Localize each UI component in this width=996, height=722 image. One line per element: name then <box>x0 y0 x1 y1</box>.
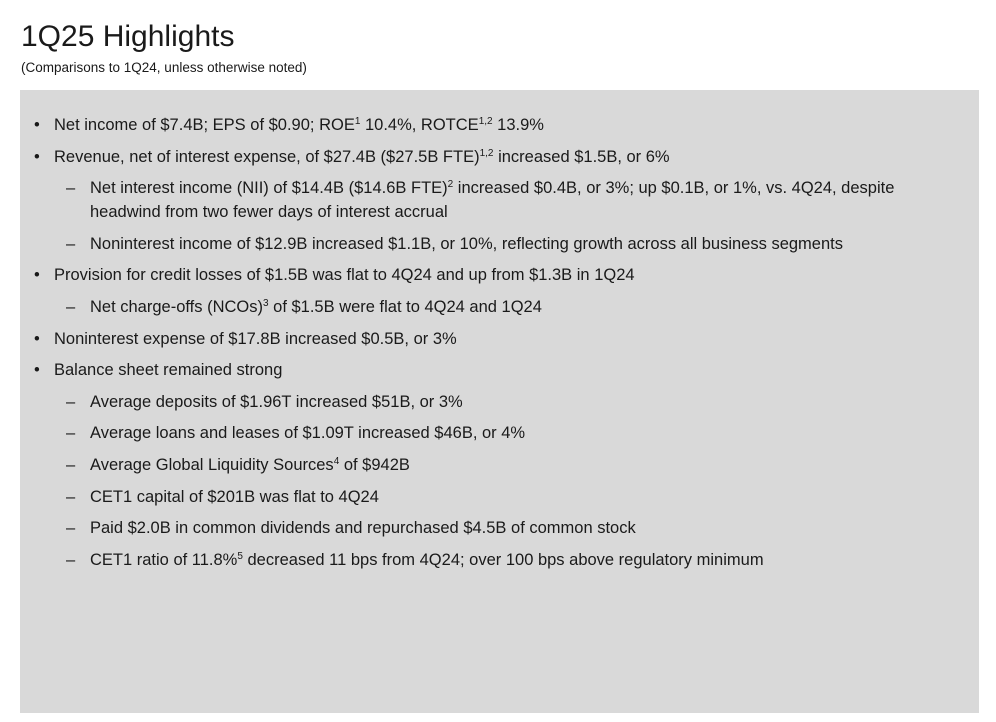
dash-marker: – <box>66 234 76 253</box>
text-segment: increased $1.5B, or 6% <box>493 147 670 166</box>
text-segment: Revenue, net of interest expense, of $27.4B ($27.5B FTE) <box>54 147 480 166</box>
bullet-text: Balance sheet remained strong <box>54 361 283 380</box>
subbullet-gls <box>20 453 979 477</box>
bullet-revenue <box>20 145 979 169</box>
dash-marker: – <box>66 179 76 198</box>
subbullet-text <box>90 295 979 319</box>
subbullet-cet1-ratio <box>20 548 979 572</box>
subbullet-text: Average deposits of $1.96T increased $51B, or 3% <box>90 392 463 411</box>
subbullet-avg-deposits <box>20 390 979 414</box>
dash-marker: – <box>66 392 76 411</box>
subbullet-avg-loans <box>20 421 979 445</box>
text-segment: Average Global Liquidity Sources <box>90 455 334 474</box>
bullet-marker: • <box>34 116 40 134</box>
subbullet-noninterest-income <box>20 232 979 256</box>
bullet-text <box>54 145 979 169</box>
bullet-net-income <box>20 113 979 137</box>
subbullet-text: Average loans and leases of $1.09T increased $46B, or 4% <box>90 424 526 443</box>
footnote-ref: 1,2 <box>479 147 494 159</box>
subbullet-text: Paid $2.0B in common dividends and repurchased $4.5B of common stock <box>90 519 636 538</box>
subbullet-text <box>90 548 979 572</box>
subbullet-cet1-capital <box>20 485 979 509</box>
text-segment: decreased 11 bps from 4Q24; over 100 bps above regulatory minimum <box>242 550 764 569</box>
bullet-marker: • <box>34 266 40 285</box>
dash-marker: – <box>66 455 76 474</box>
subbullet-text <box>90 176 979 224</box>
text-segment: Net interest income (NII) of $14.4B ($14.6B FTE) <box>90 179 448 198</box>
bullet-marker: • <box>34 329 40 348</box>
text-segment: Net charge-offs (NCOs) <box>90 297 263 316</box>
footnote-ref: 1,2 <box>478 116 493 127</box>
dash-marker: – <box>66 424 76 443</box>
dash-marker: – <box>66 487 76 506</box>
text-segment: 13.9% <box>492 116 544 134</box>
highlights-panel <box>20 90 979 713</box>
bullet-text <box>54 113 979 137</box>
subbullet-text <box>90 453 979 477</box>
subbullet-nco <box>20 295 979 319</box>
subbullet-text: CET1 capital of $201B was flat to 4Q24 <box>90 487 379 506</box>
bullet-provision <box>20 263 979 287</box>
text-segment: CET1 ratio of 11.8% <box>90 550 238 569</box>
text-segment: of $942B <box>339 455 410 474</box>
highlights-list <box>20 113 979 579</box>
dash-marker: – <box>66 550 76 569</box>
dash-marker: – <box>66 519 76 538</box>
dash-marker: – <box>66 297 76 316</box>
bullet-balance-sheet <box>20 358 979 382</box>
footnote-ref: 2 <box>447 179 454 191</box>
bullet-noninterest-expense <box>20 327 979 351</box>
text-segment: of $1.5B were flat to 4Q24 and 1Q24 <box>268 297 542 316</box>
footnote-ref: 4 <box>333 455 340 467</box>
subbullet-nii <box>20 176 979 224</box>
subbullet-dividends <box>20 516 979 540</box>
footnote-ref: 5 <box>237 550 243 562</box>
bullet-text: Noninterest expense of $17.8B increased $0.5B, or 3% <box>54 329 457 348</box>
bullet-marker: • <box>34 147 40 166</box>
bullet-text: Provision for credit losses of $1.5B was flat to 4Q24 and up from $1.3B in 1Q24 <box>54 266 635 285</box>
text-segment: increased $0.4B, or 3%; up $0.1B, or 1%, vs. 4Q24, despite headwind from two fewer days of interest accrual <box>90 179 895 222</box>
page-subtitle: (Comparisons to 1Q24, unless otherwise noted) <box>21 60 307 75</box>
footnote-ref: 1 <box>354 116 361 127</box>
text-segment: 10.4%, ROTCE <box>360 116 479 134</box>
subbullet-text: Noninterest income of $12.9B increased $1.1B, or 10%, reflecting growth across all business segments <box>90 234 843 253</box>
footnote-ref: 3 <box>263 297 269 309</box>
bullet-marker: • <box>34 361 40 380</box>
text-segment: Net income of $7.4B; EPS of $0.90; ROE <box>54 116 355 134</box>
page-title: 1Q25 Highlights <box>21 20 235 53</box>
